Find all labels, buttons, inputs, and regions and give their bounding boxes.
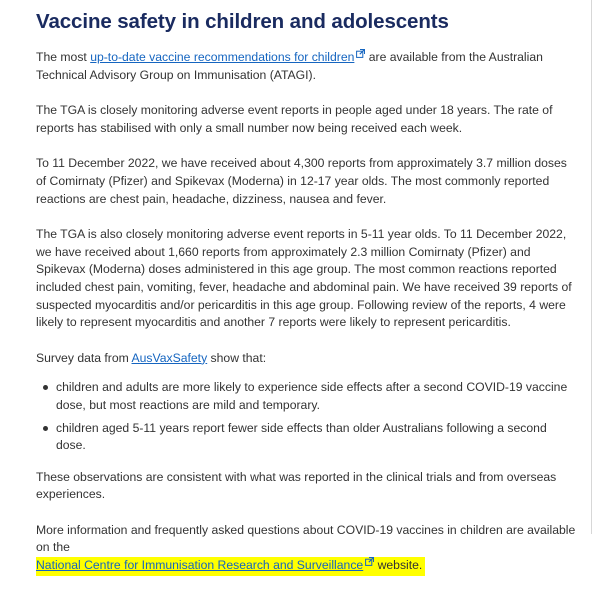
paragraph-more-info [36,522,576,576]
paragraph-12-17: To 11 December 2022, we have received about 4,300 reports from approximately 3.7 million doses of Comirnaty (Pfizer) and Spikevax (Moderna) in 12-17 year olds. The most commonly reported reactions are chest pain, headache, dizziness, nausea and fever. [36,156,567,206]
vaccine-recommendations-link[interactable]: up-to-date vaccine recommendations for children [90,50,355,64]
paragraph-survey [36,350,576,368]
survey-findings-list [36,379,576,454]
paragraph-text: website. [374,558,423,573]
ncirs-link[interactable]: National Centre for Immunisation Research and Surveillance [36,558,364,573]
paragraph-text: More information and frequently asked questions about COVID-19 vaccines in children are available on the [36,522,576,555]
paragraph-5-11: The TGA is also closely monitoring adverse event reports in 5-11 year olds. To 11 December 2022, we have received about 1,660 reports from approximately 2.3 million Comirnaty (Pfizer) and Spikevax (Moderna) doses administered in this age group. The most common reactions reported included chest pain, vomiting, fever, headache and abdominal pain. We have received 39 reports of suspected myocarditis and/or pericarditis in this age group. Following review of the reports, 4 were likely to represent myocarditis and another 7 reports were likely to represent pericarditis. [36,227,572,330]
paragraph-text: show that: [207,350,267,365]
paragraph-atagi [36,49,576,84]
paragraph-observations: These observations are consistent with what was reported in the clinical trials and from overseas experiences. [36,469,557,502]
paragraph-under-18: The TGA is closely monitoring adverse event reports in people aged under 18 years. The rate of reports has stabilised with only a small number now being received each week. [36,103,553,135]
list-item: children aged 5-11 years report fewer side effects than older Australians following a second dose. [39,420,576,455]
external-link-icon [365,557,374,566]
ausvaxsafety-link[interactable]: AusVaxSafety [131,350,208,365]
paragraph-text: Survey data from [36,350,132,365]
page-title: Vaccine safety in children and adolescents [36,10,449,33]
highlighted-line [36,557,425,576]
article-content [36,10,576,594]
paragraph-text: are available from the Australian Technical Advisory Group on Immunisation (ATAGI). [36,50,543,82]
paragraph-text: The most [36,50,91,64]
list-item: children and adults are more likely to experience side effects after a second COVID-19 vaccine dose, but most reactions are mild and temporary. [39,379,576,414]
